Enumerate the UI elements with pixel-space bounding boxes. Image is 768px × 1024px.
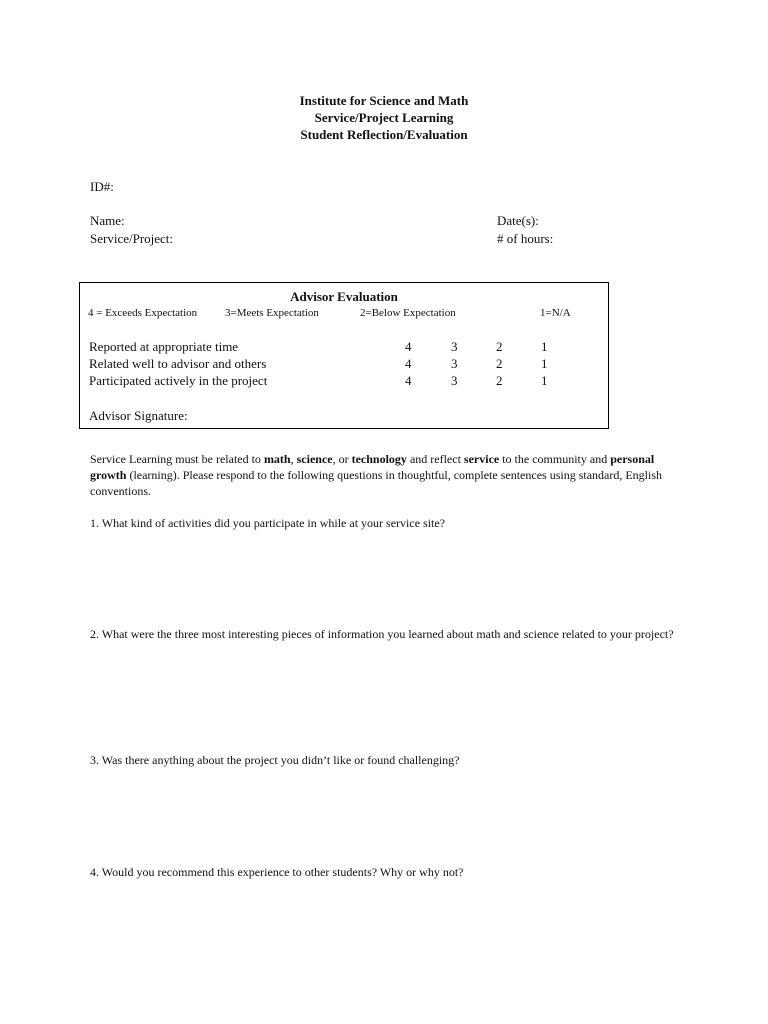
advisor-signature-label: Advisor Signature: bbox=[89, 408, 188, 423]
intro-personal-growth: personal growth bbox=[90, 452, 655, 482]
name-field-label: Name: bbox=[90, 213, 125, 228]
score-1[interactable]: 1 bbox=[541, 339, 548, 354]
score-2[interactable]: 2 bbox=[496, 373, 503, 388]
score-3[interactable]: 3 bbox=[451, 339, 458, 354]
scale-na: 1=N/A bbox=[540, 307, 571, 319]
criteria-label: Related well to advisor and others bbox=[89, 356, 267, 371]
header-line-3: Student Reflection/Evaluation bbox=[300, 127, 468, 142]
scale-exceeds: 4 = Exceeds Expectation bbox=[88, 307, 198, 319]
question-1: 1. What kind of activities did you participate in while at your service site? bbox=[90, 516, 446, 530]
score-1[interactable]: 1 bbox=[541, 373, 548, 388]
dates-field-label: Date(s): bbox=[497, 213, 539, 228]
score-2[interactable]: 2 bbox=[496, 339, 503, 354]
scale-below: 2=Below Expectation bbox=[360, 307, 456, 319]
score-3[interactable]: 3 bbox=[451, 356, 458, 371]
intro-science: science bbox=[296, 452, 333, 466]
question-3: 3. Was there anything about the project you didn’t like or found challenging? bbox=[90, 753, 460, 767]
header-line-1: Institute for Science and Math bbox=[299, 93, 469, 108]
hours-field-label: # of hours: bbox=[497, 231, 554, 246]
intro-technology: technology bbox=[351, 452, 407, 466]
criteria-label: Reported at appropriate time bbox=[89, 339, 239, 354]
score-2[interactable]: 2 bbox=[496, 356, 503, 371]
score-4[interactable]: 4 bbox=[405, 339, 412, 354]
header-line-2: Service/Project Learning bbox=[314, 110, 454, 125]
intro-text: to the community and bbox=[499, 452, 611, 466]
criteria-row bbox=[89, 373, 599, 390]
criteria-row bbox=[89, 356, 599, 373]
score-1[interactable]: 1 bbox=[541, 356, 548, 371]
intro-service: service bbox=[463, 452, 500, 466]
intro-text: , or bbox=[332, 452, 352, 466]
question-2: 2. What were the three most interesting pieces of information you learned about math and science related to your project? bbox=[90, 627, 674, 641]
score-4[interactable]: 4 bbox=[405, 373, 412, 388]
service-project-field-label: Service/Project: bbox=[90, 231, 174, 246]
intro-paragraph bbox=[90, 451, 690, 499]
criteria-row bbox=[89, 339, 599, 356]
criteria-label: Participated actively in the project bbox=[89, 373, 268, 388]
intro-text: Service Learning must be related to bbox=[90, 452, 264, 466]
intro-text: and reflect bbox=[406, 452, 464, 466]
advisor-evaluation-title: Advisor Evaluation bbox=[290, 289, 398, 304]
advisor-evaluation-box bbox=[79, 282, 609, 429]
question-4: 4. Would you recommend this experience to other students? Why or why not? bbox=[90, 865, 464, 879]
intro-text: , bbox=[290, 452, 297, 466]
score-4[interactable]: 4 bbox=[405, 356, 412, 371]
intro-math: math bbox=[263, 452, 291, 466]
score-3[interactable]: 3 bbox=[451, 373, 458, 388]
id-field-label: ID#: bbox=[90, 179, 114, 194]
intro-text: (learning). Please respond to the following questions in thoughtful, complete sentences using standard, English conventions. bbox=[90, 468, 663, 498]
scale-meets: 3=Meets Expectation bbox=[225, 307, 319, 319]
